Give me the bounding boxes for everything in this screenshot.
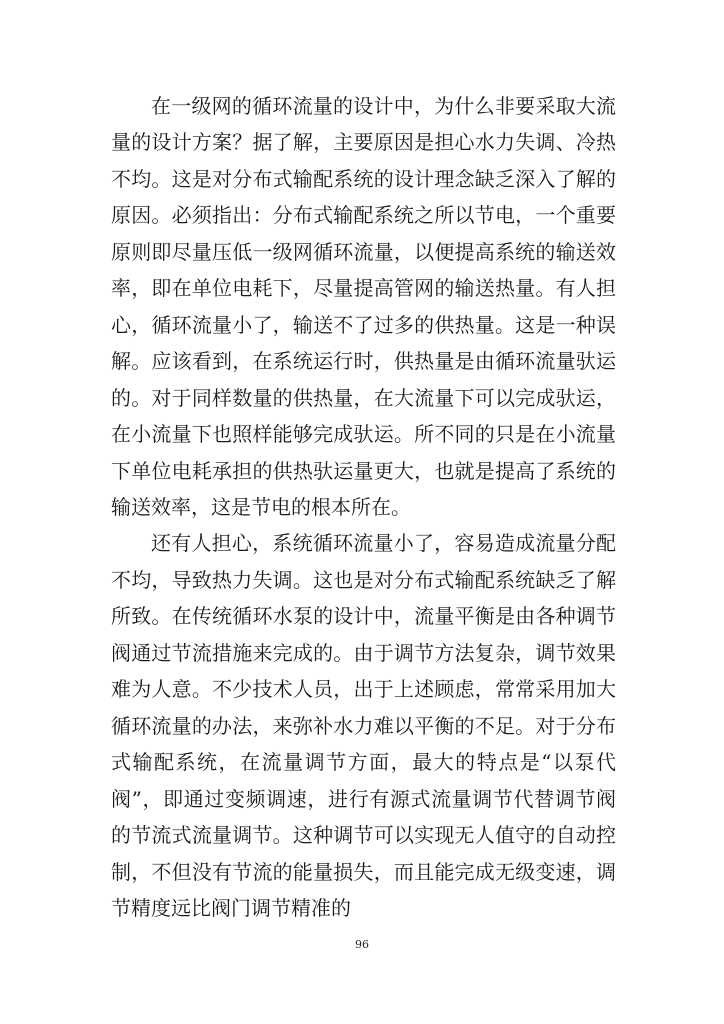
page-number: 96 (355, 938, 369, 951)
paragraph-2: 还有人担心，系统循环流量小了，容易造成流量分配不均，导致热力失调。这也是对分布式输配系统缺乏了解所致。在传统循环水泵的设计中，流量平衡是由各种调节阀通过节流措施来完成的。由于调节方法复杂，调节效果难为人意。不少技术人员，出于上述顾虑，常常采用加大循环流量的办法，来弥补水力难以平衡的不足。对于分布式输配系统，在流量调节方面，最大的特点是“以泵代阀”，即通过变频调速，进行有源式流量调节代替调节阀的节流式流量调节。这种调节可以实现无人值守的自动控制，不但没有节流的能量损失，而且能完成无级变速，调节精度远比阀门调节精准的 (111, 531, 616, 920)
body-text (111, 88, 616, 926)
paragraph-1: 在一级网的循环流量的设计中，为什么非要采取大流量的设计方案？据了解，主要原因是担心水力失调、冷热不均。这是对分布式输配系统的设计理念缺乏深入了解的原因。必须指出：分布式输配系统之所以节电，一个重要原则即尽量压低一级网循环流量，以便提高系统的输送效率，即在单位电耗下，尽量提高管网的输送热量。有人担心，循环流量小了，输送不了过多的供热量。这是一种误解。应该看到，在系统运行时，供热量是由循环流量驮运的。对于同样数量的供热量，在大流量下可以完成驮运，在小流量下也照样能够完成驮运。所不同的只是在小流量下单位电耗承担的供热驮运量更大，也就是提高了系统的输送效率，这是节电的根本所在。 (111, 94, 616, 519)
